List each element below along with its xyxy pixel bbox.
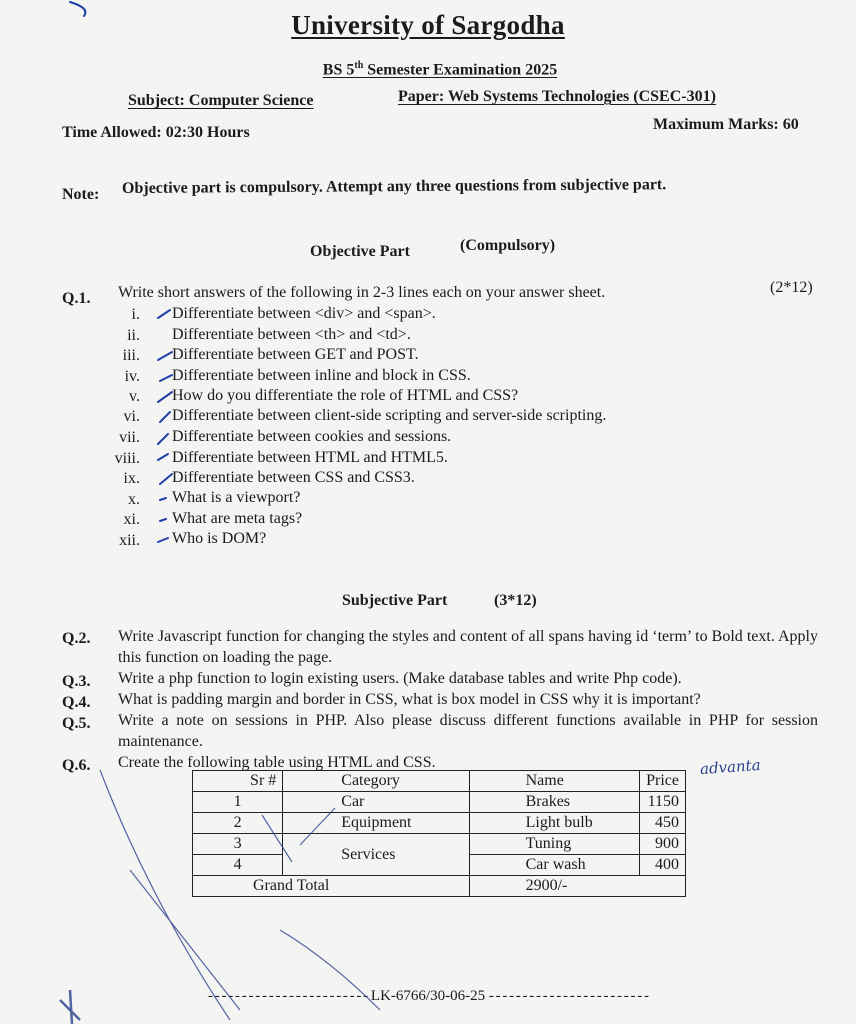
sr-cell: 3 bbox=[193, 834, 283, 855]
paper-line: Paper: Web Systems Technologies (CSEC-301) bbox=[398, 88, 716, 105]
subject-line: Subject: Computer Science bbox=[128, 92, 314, 109]
q5-number: Q.5. bbox=[62, 715, 91, 732]
subjective-title: Subjective Part bbox=[342, 592, 448, 609]
q1-item-number: x. bbox=[128, 491, 140, 508]
q1-item-text: Differentiate between CSS and CSS3. bbox=[172, 469, 415, 486]
q1-item-number: xii. bbox=[119, 532, 140, 549]
sr-cell: 1 bbox=[193, 792, 283, 813]
q3-number: Q.3. bbox=[62, 673, 91, 690]
dot-mark bbox=[160, 519, 166, 521]
q1-item-number: v. bbox=[129, 388, 140, 405]
q3-text: Write a php function to login existing users. (Make database tables and write Php code). bbox=[118, 670, 682, 687]
q1-item-text: Differentiate between cookies and sessions. bbox=[172, 428, 452, 445]
q1-item-text: Differentiate between client-side scripting and server-side scripting. bbox=[172, 407, 607, 424]
col-sr: Sr # bbox=[193, 771, 283, 792]
q1-item-number: iv. bbox=[124, 368, 140, 385]
footer-code: - - - - - - - - - - - - - - - - - - - - - - - - LK-6766/30-06-25 - - - - - - - - - - - - - - - - - - - - - - - - bbox=[208, 988, 648, 1004]
name-cell: Car wash bbox=[469, 855, 640, 876]
tick-mark bbox=[160, 375, 172, 381]
q1-item-number: xi. bbox=[123, 511, 140, 528]
q4-text: What is padding margin and border in CSS, what is box model in CSS why it is important? bbox=[118, 691, 701, 708]
q1-item-number: vii. bbox=[119, 429, 140, 446]
q1-item-text: Differentiate between inline and block in CSS. bbox=[172, 367, 471, 384]
q1-item-text: How do you differentiate the role of HTML and CSS? bbox=[172, 387, 519, 404]
grand-total-value: 2900/- bbox=[469, 876, 685, 897]
q2-text: Write Javascript function for changing the styles and content of all spans having id ‘term’ to Bold text. Apply this function on loading the page. bbox=[118, 628, 818, 666]
name-cell: Brakes bbox=[469, 792, 640, 813]
sr-cell: 2 bbox=[193, 813, 283, 834]
q1-item-text: Differentiate between HTML and HTML5. bbox=[172, 449, 448, 466]
q1-item-text: Differentiate between GET and POST. bbox=[172, 346, 419, 363]
q1-item-number: ix. bbox=[123, 470, 140, 487]
q1-item-number: iii. bbox=[122, 347, 140, 364]
table-row bbox=[193, 834, 686, 855]
name-cell: Light bulb bbox=[469, 813, 640, 834]
price-cell: 450 bbox=[640, 813, 686, 834]
time-allowed: Time Allowed: 02:30 Hours bbox=[62, 124, 250, 141]
col-category: Category bbox=[283, 771, 469, 792]
col-price: Price bbox=[640, 771, 686, 792]
tick-mark bbox=[158, 538, 168, 542]
q1-item-text: What are meta tags? bbox=[172, 510, 303, 527]
q1-item-text: Differentiate between <div> and <span>. bbox=[172, 305, 436, 322]
table-header-row bbox=[193, 771, 686, 792]
exam-title: BS 5th Semester Examination 2025 bbox=[322, 60, 558, 79]
q1-item-text: What is a viewport? bbox=[172, 489, 301, 506]
q6-number: Q.6. bbox=[62, 757, 91, 774]
tick-mark bbox=[158, 454, 168, 460]
objective-title: Objective Part bbox=[310, 243, 410, 260]
grand-total-label: Grand Total bbox=[193, 876, 470, 897]
tick-mark bbox=[158, 352, 172, 360]
q1-item-number: vi. bbox=[123, 408, 140, 425]
maximum-marks: Maximum Marks: 60 bbox=[653, 116, 799, 133]
tick-mark bbox=[160, 412, 170, 422]
q1-item-number: viii. bbox=[114, 450, 140, 467]
subjective-marks: (3*12) bbox=[494, 592, 537, 609]
category-cell: Car bbox=[283, 792, 469, 813]
tick-mark bbox=[158, 434, 168, 444]
price-cell: 900 bbox=[640, 834, 686, 855]
note-label: Note: bbox=[62, 186, 100, 203]
q1-item-number: ii. bbox=[127, 327, 140, 344]
grand-total-row bbox=[193, 876, 686, 897]
table-row bbox=[193, 792, 686, 813]
q4-number: Q.4. bbox=[62, 694, 91, 711]
tick-mark bbox=[158, 310, 170, 318]
sr-cell: 4 bbox=[193, 855, 283, 876]
q6-text: Create the following table using HTML and CSS. bbox=[118, 754, 436, 771]
category-cell: Equipment bbox=[283, 813, 469, 834]
q1-item-text: Differentiate between <th> and <td>. bbox=[172, 326, 411, 343]
price-table bbox=[192, 770, 686, 897]
tick-mark bbox=[160, 474, 172, 484]
table-row bbox=[193, 813, 686, 834]
handwritten-note: advanta bbox=[699, 755, 762, 779]
objective-compulsory-tag: (Compulsory) bbox=[460, 237, 556, 254]
q1-marks: (2*12) bbox=[770, 279, 813, 296]
category-cell: Services bbox=[283, 834, 469, 876]
q2-number: Q.2. bbox=[62, 630, 91, 647]
q1-item-number: i. bbox=[131, 306, 140, 323]
university-title: University of Sargodha bbox=[291, 10, 565, 40]
name-cell: Tuning bbox=[469, 834, 640, 855]
note-text: Objective part is compulsory. Attempt any three questions from subjective part. bbox=[121, 176, 667, 197]
q1-text: Write short answers of the following in 2-3 lines each on your answer sheet. bbox=[118, 284, 606, 301]
q5-text: Write a note on sessions in PHP. Also please discuss different functions available in PHP for session maintenance. bbox=[118, 712, 818, 750]
tick-mark bbox=[158, 392, 172, 402]
q1-number: Q.1. bbox=[62, 290, 91, 307]
price-cell: 400 bbox=[640, 855, 686, 876]
q1-item-text: Who is DOM? bbox=[172, 530, 267, 547]
price-cell: 1150 bbox=[640, 792, 686, 813]
dot-mark bbox=[160, 498, 166, 500]
col-name: Name bbox=[469, 771, 640, 792]
